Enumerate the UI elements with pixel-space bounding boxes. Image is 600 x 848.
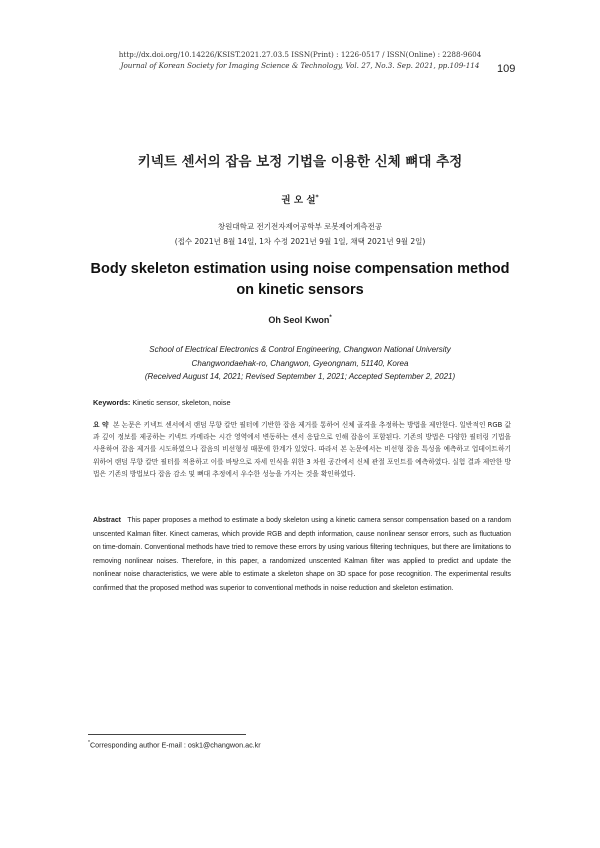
english-author-name: Oh Seol Kwon <box>268 315 330 325</box>
korean-affiliation <box>0 219 600 249</box>
english-title <box>80 259 520 301</box>
keywords-label: Keywords: <box>93 398 131 407</box>
english-abstract-text: This paper proposes a method to estimate a body skeleton using a kinetic camera sensor compensation based on a random unscented Kalman filter. Kinect cameras, which provide RGB and depth information, cause nonlinear sensor errors, such as fluctuation on time-domain. Conventional methods have tried to remove these errors by using various filtering techniques, but there are limitations to removing nonlinear noises. Therefore, in this paper, a randomized unscented Kalman filter was applied to predict and update the nonlinear noise characteristics, we were able to estimate a skeleton shape on 3D space for pose recognition. The experimental results confirmed that the proposed method was superior to conventional methods in noise reduction and skeleton estimation. <box>93 517 511 592</box>
doi-line: http://dx.doi.org/10.14226/KSIST.2021.27.03.5 ISSN(Print) : 1226-0517 / ISSN(Online) : 2288-9604 <box>118 50 482 59</box>
korean-dates: (접수 2021년 8월 14일, 1차 수정 2021년 9월 1일, 채택 2021년 9월 2일) <box>174 237 426 246</box>
footnote <box>88 740 488 749</box>
english-title-line-2: on kinetic sensors <box>236 282 364 298</box>
footnote-mark: * <box>88 740 90 746</box>
korean-author <box>0 192 600 206</box>
english-author-mark: * <box>329 315 332 321</box>
journal-citation: Journal of Korean Society for Imaging Science & Technology, Vol. 27, No.3. Sep. 2021, pp.109-114 <box>120 60 480 70</box>
page-number: 109 <box>497 63 516 75</box>
korean-author-mark: * <box>315 193 319 201</box>
korean-affiliation-name: 창원대학교 전기전자제어공학부 로봇제어계측전공 <box>217 222 383 231</box>
english-title-line-1: Body skeleton estimation using noise compensation method <box>90 261 510 277</box>
english-affiliation-line-2: Changwondaehak-ro, Changwon, Gyeongnam, 51140, Korea <box>191 358 409 368</box>
english-affiliation-line-1: School of Electrical Electronics & Control Engineering, Changwon National University <box>149 345 451 354</box>
korean-title: 키넥트 센서의 잡음 보정 기법을 이용한 신체 뼈대 추정 <box>137 154 463 170</box>
journal-header <box>90 50 510 71</box>
english-dates: (Received August 14, 2021; Revised September 1, 2021; Accepted September 2, 2021) <box>144 372 456 381</box>
korean-abstract-text: 본 논문은 키넥트 센서에서 랜덤 무향 칼만 필터에 기반한 잡음 제거를 통하여 신체 골격을 추정하는 방법을 제안한다. 일반적인 RGB 값과 깊이 정보를 제공하는 키넥트 카메라는 시간 영역에서 변동하는 센서 응답으로 인해 잡음이 포함된다. 기존의 방법은 다양한 필터링 기법을 사용하여 잡음 제거를 시도하였으나 잡음의 비선형성 때문에 한계가 있었다. 따라서 본 논문에서는 비선형 잡음 특성을 예측하고 업데이트하기 위하여 랜덤 무향 칼만 필터를 적용하고 이를 바탕으로 자세 인식을 위한 3 차원 공간에서 신체 관절 포인트를 예측하였다. 실험 결과 제안한 방법은 기존의 방법보다 잡음 감소 및 뼈대 추정에서 우수한 성능을 가지는 것을 확인하였다. <box>93 421 511 478</box>
korean-abstract-label: 요 약 <box>93 421 109 429</box>
footnote-divider <box>88 734 246 735</box>
korean-abstract <box>93 419 511 480</box>
footnote-text: Corresponding author E-mail : osk1@changwon.ac.kr <box>89 740 261 750</box>
english-author <box>0 315 600 325</box>
english-abstract <box>93 514 511 596</box>
keywords <box>93 398 513 407</box>
keywords-text: Kinetic sensor, skeleton, noise <box>132 398 231 407</box>
english-affiliation <box>80 343 520 384</box>
english-abstract-label: Abstract <box>93 517 121 524</box>
korean-author-name: 권 오 설 <box>281 195 316 206</box>
